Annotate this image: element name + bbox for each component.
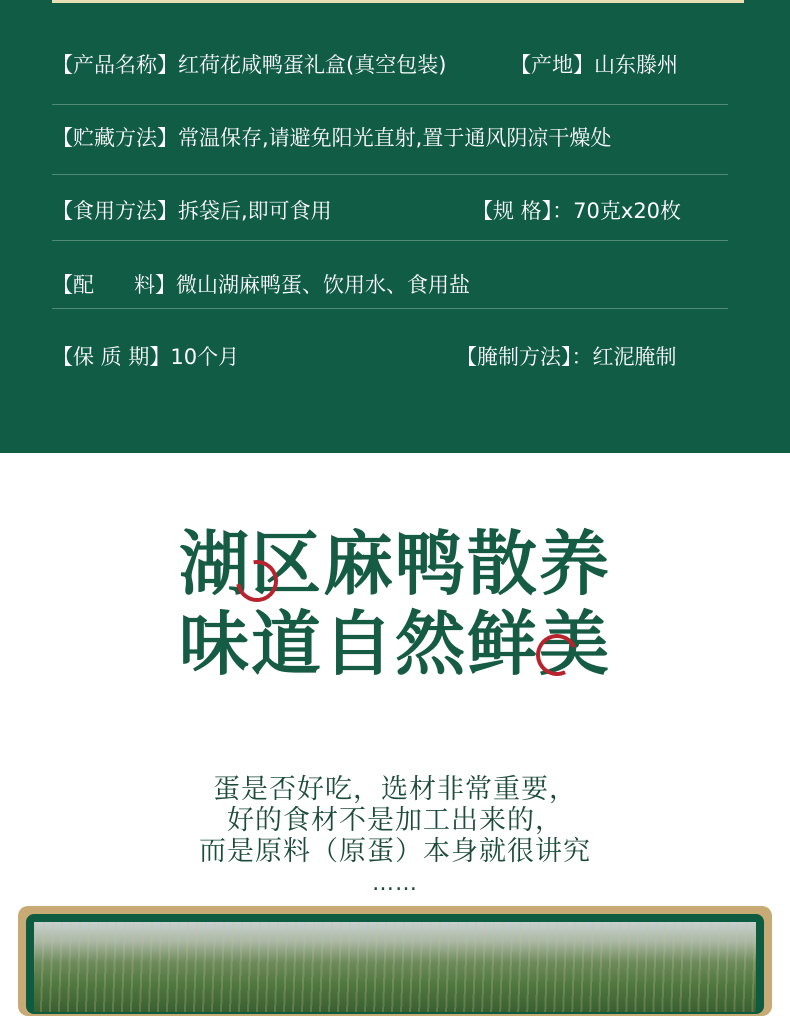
headline-line-2: 味道自然鲜美	[179, 602, 611, 685]
curing-method: 【腌制方法】：红泥腌制	[456, 345, 677, 369]
description-line-1: 蛋是否好吃，选材非常重要，	[213, 774, 577, 805]
spec-row-1	[52, 48, 728, 82]
spec-panel	[0, 0, 790, 453]
description-line-3: 而是原料（原蛋）本身就很讲究	[199, 836, 591, 867]
gold-divider	[52, 0, 744, 3]
spec-row-3	[52, 194, 728, 228]
description-ellipsis: ……	[372, 871, 418, 896]
usage-method: 【食用方法】拆袋后,即可食用	[52, 199, 332, 223]
divider	[52, 174, 728, 175]
grassland-photo	[26, 914, 764, 1014]
package-spec: 【规 格】：70克x20枚	[472, 199, 682, 223]
description-line-2: 好的食材不是加工出来的，	[227, 805, 563, 836]
grass-texture	[34, 922, 756, 1012]
divider	[52, 308, 728, 309]
divider	[52, 240, 728, 241]
ingredients-label: 【配	[52, 273, 94, 297]
divider	[52, 104, 728, 105]
spec-row-2	[52, 121, 728, 155]
spec-row-5	[52, 340, 728, 374]
shelf-life: 【保 质 期】10个月	[52, 345, 240, 369]
storage-method: 【贮藏方法】常温保存,请避免阳光直射,置于通风阴凉干燥处	[52, 126, 612, 150]
product-name: 【产品名称】红荷花咸鸭蛋礼盒(真空包装)	[52, 53, 447, 77]
spec-row-4	[52, 268, 728, 302]
headline-line-1: 湖区麻鸭散养	[179, 522, 611, 605]
ingredients-value: 料】微山湖麻鸭蛋、饮用水、食用盐	[134, 273, 470, 297]
origin: 【产地】山东滕州	[510, 53, 678, 77]
